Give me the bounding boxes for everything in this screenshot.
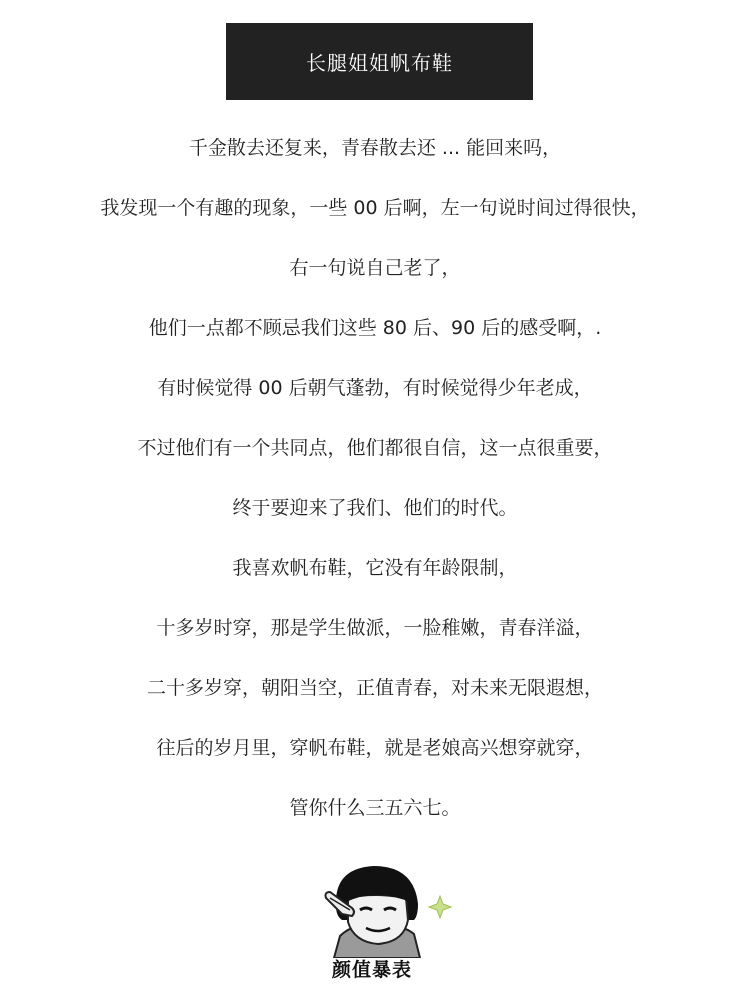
page-title: 长腿姐姐帆布鞋 (306, 51, 453, 75)
text-line: 往后的岁月里，穿帆布鞋，就是老娘高兴想穿就穿， (156, 737, 594, 759)
text-line: 他们一点都不顾忌我们这些 80 后、90 后的感受啊，. (148, 317, 602, 339)
saluting-cartoon-face-icon (322, 858, 462, 958)
text-line: 终于要迎来了我们、他们的时代。 (232, 497, 518, 519)
text-line: 十多岁时穿，那是学生做派，一脸稚嫩，青春洋溢， (156, 617, 594, 639)
text-line: 我发现一个有趣的现象，一些 00 后啊，左一句说时间过得很快， (100, 197, 650, 219)
text-line: 我喜欢帆布鞋，它没有年龄限制， (232, 557, 518, 579)
article-body (0, 125, 750, 845)
text-line: 有时候觉得 00 后朝气蓬勃，有时候觉得少年老成， (157, 377, 593, 399)
sticker-caption: 颜值暴表 (331, 959, 412, 981)
text-line: 千金散去还复来，青春散去还 ... 能回来吗， (188, 137, 562, 159)
text-line: 不过他们有一个共同点，他们都很自信，这一点很重要， (137, 437, 613, 459)
text-line: 右一句说自己老了， (289, 257, 461, 279)
title-banner (226, 23, 533, 100)
text-line: 管你什么三五六七。 (289, 797, 461, 819)
meme-sticker (322, 858, 462, 986)
text-line: 二十多岁穿，朝阳当空，正值青春，对未来无限遐想， (146, 677, 603, 699)
